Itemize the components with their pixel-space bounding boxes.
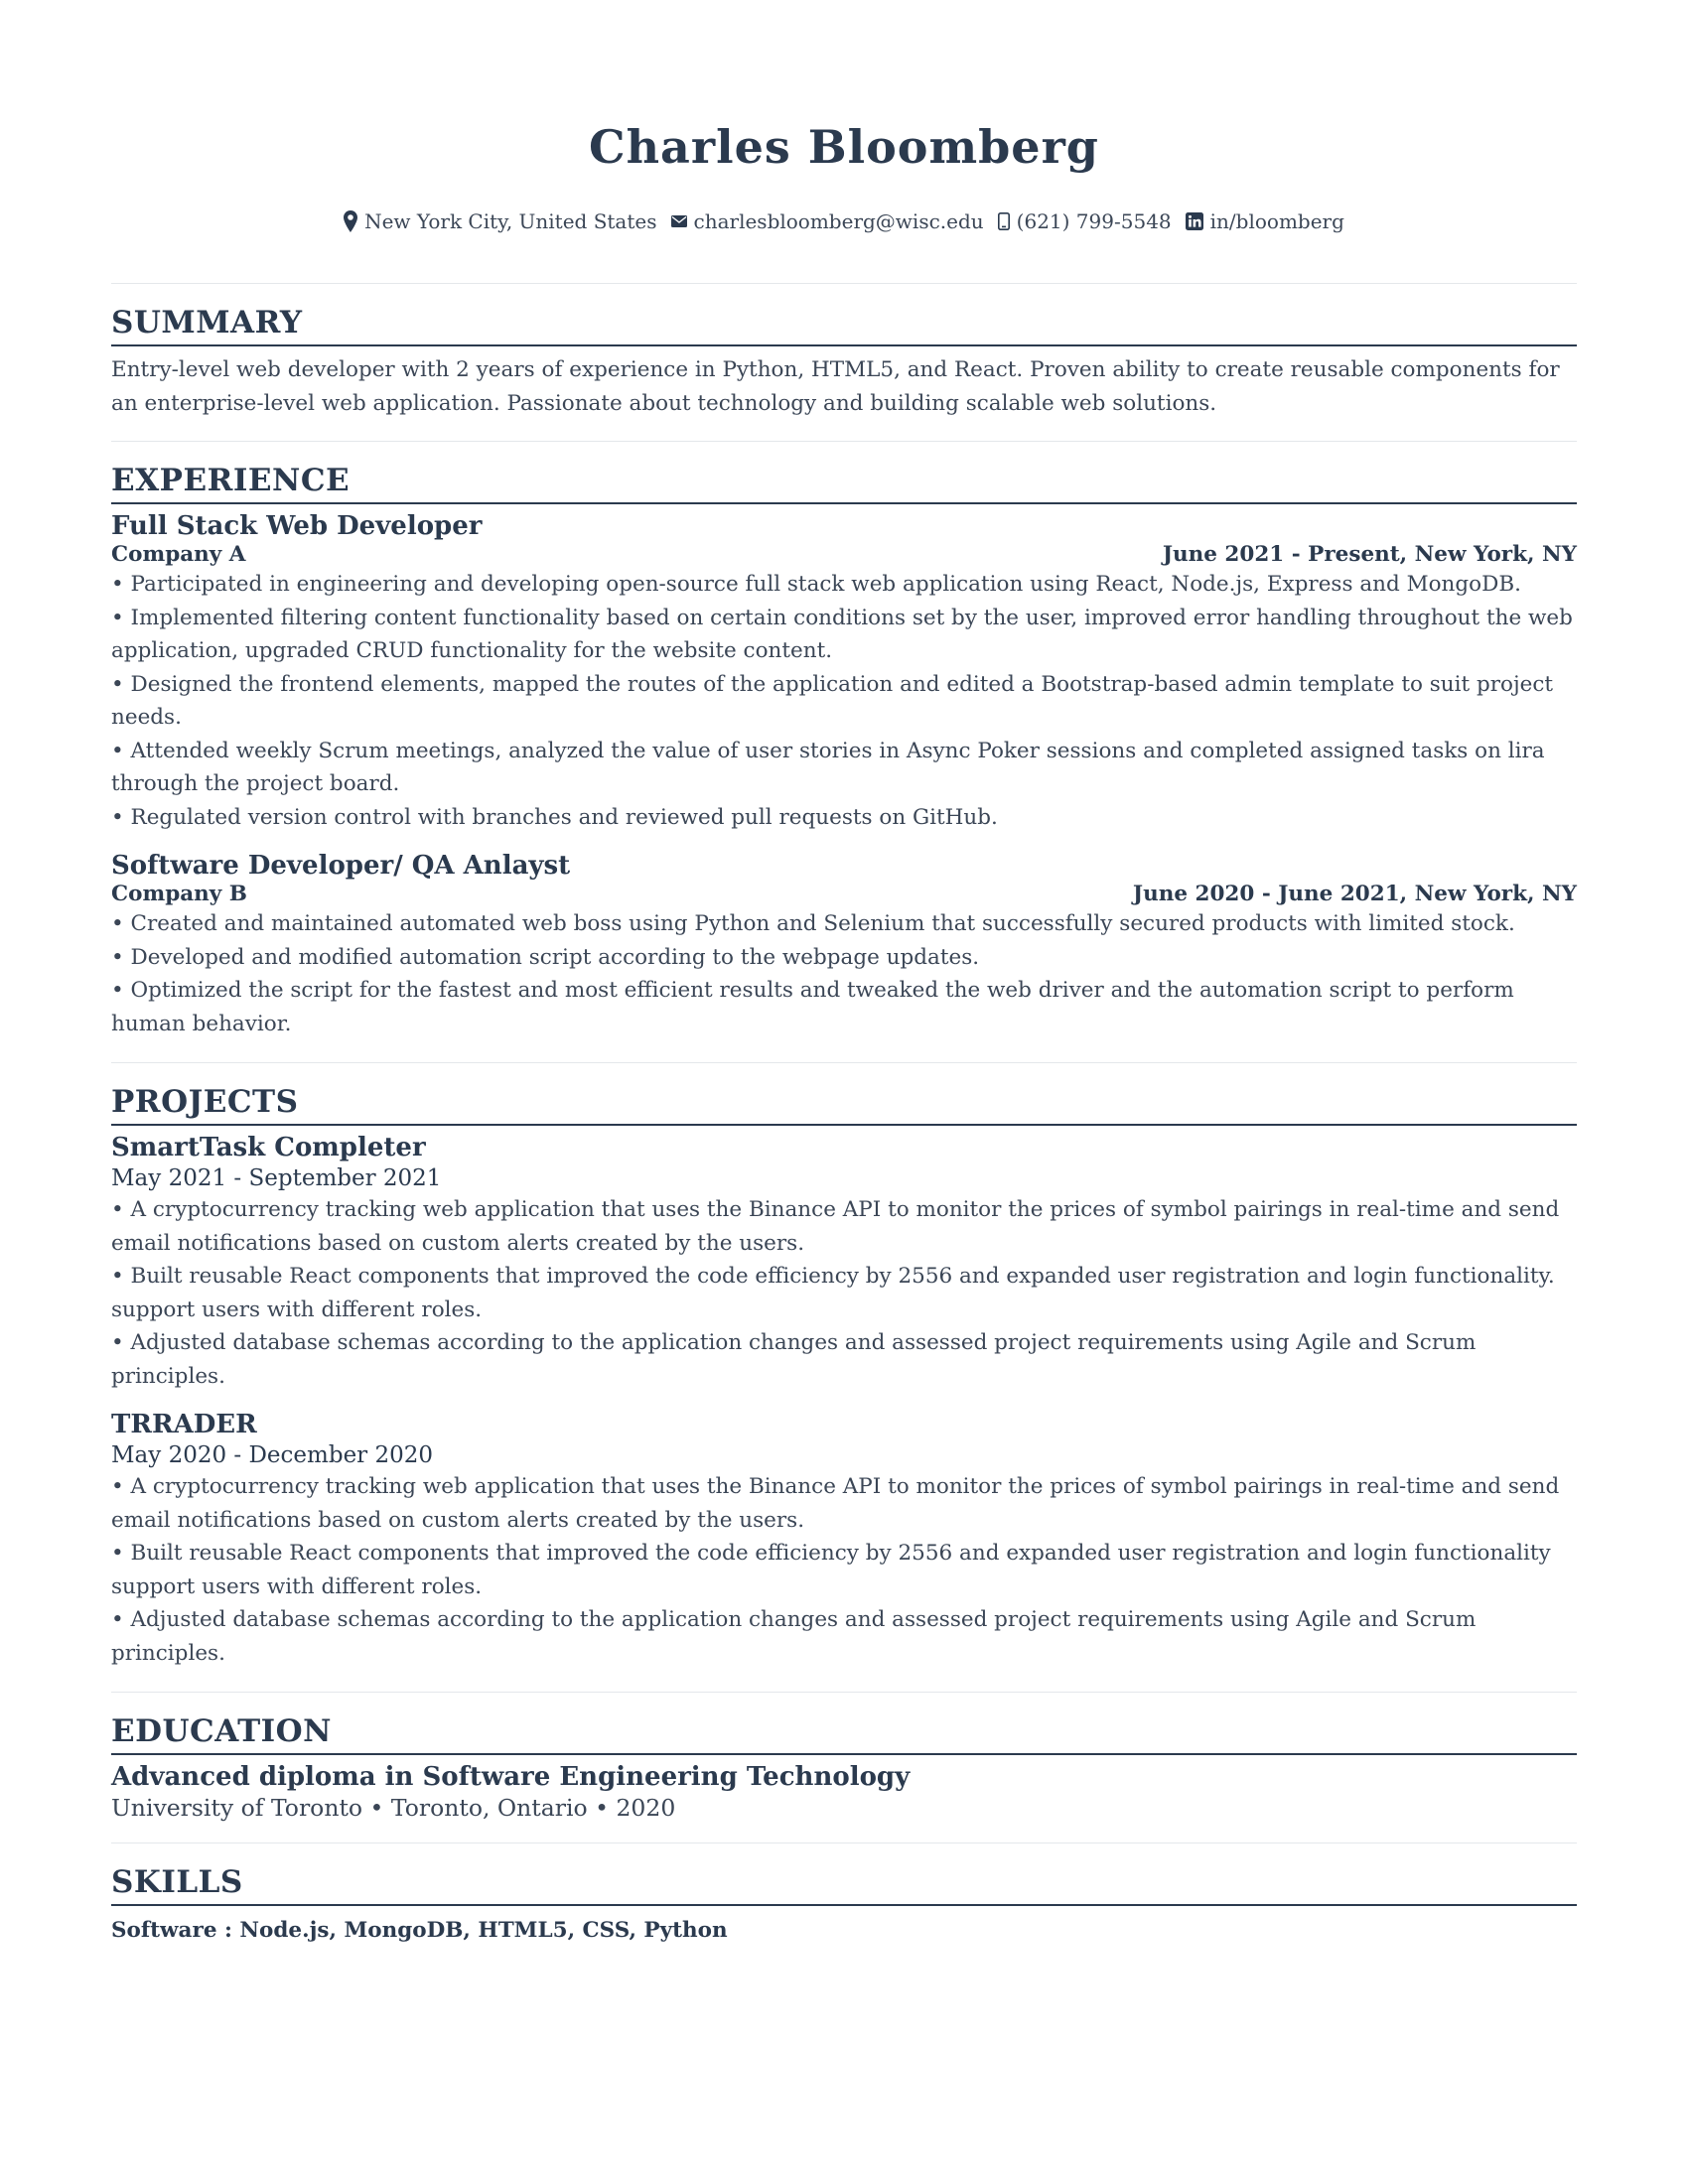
envelope-icon [671, 215, 687, 227]
project-name: TRRADER [111, 1410, 257, 1439]
summary-text: Entry-level web developer with 2 years of experience in Python, HTML5, and React. Proven ability to create reusable components for an enterprise-level web application. Passionate about technology and building scalable web solutions. [111, 357, 1560, 416]
project-entry [111, 1409, 1577, 1670]
company-name: Company B [111, 882, 247, 906]
project-dates: May 2020 - December 2020 [111, 1442, 434, 1468]
bullet-item: • Attended weekly Scrum meetings, analyzed the value of user stories in Async Poker sessions and completed assigned tasks on lira through the project board. [111, 738, 1545, 796]
linkedin-text[interactable]: in/bloomberg [1209, 209, 1344, 233]
project-bullets [111, 1470, 1577, 1670]
bullet-item: • A cryptocurrency tracking web application that uses the Binance API to monitor the prices of symbol pairings in real-time and send email notifications based on custom alerts created by the users. [111, 1197, 1560, 1256]
job-dates-location: June 2020 - June 2021, New York, NY [1132, 882, 1577, 906]
candidate-name: Charles Bloomberg [589, 120, 1099, 174]
experience-entry [111, 510, 1577, 834]
job-subheader [111, 542, 1577, 568]
bullet-item: • Adjusted database schemas according to the application changes and assessed project requirements using Agile and Scrum principles. [111, 1330, 1477, 1389]
skills-line: Software : Node.js, MongoDB, HTML5, CSS, Python [111, 1918, 728, 1943]
degree-title: Advanced diploma in Software Engineering Technology [111, 1762, 911, 1792]
experience-entry [111, 850, 1577, 1040]
skills-section [111, 1862, 1577, 1946]
location-text: New York City, United States [364, 209, 657, 233]
experience-rule [111, 502, 1577, 504]
bullet-item: • Developed and modified automation script according to the webpage updates. [111, 944, 980, 970]
phone-icon [998, 212, 1010, 230]
project-entry [111, 1132, 1577, 1393]
header-divider [111, 283, 1577, 284]
bullet-item: • Created and maintained automated web boss using Python and Selenium that successfully secured products with limited stock. [111, 911, 1515, 936]
bullet-item: • A cryptocurrency tracking web application that uses the Binance API to monitor the prices of symbol pairings in real-time and send email notifications based on custom alerts created by the users. [111, 1474, 1560, 1533]
phone-text[interactable]: (621) 799-5548 [1016, 209, 1172, 233]
bullet-item: • Designed the frontend elements, mapped the routes of the application and edited a Bootstrap-based admin template to suit project needs. [111, 671, 1554, 730]
project-bullets [111, 1193, 1577, 1393]
contact-location [344, 209, 656, 233]
education-details: University of Toronto • Toronto, Ontario • 2020 [111, 1794, 676, 1822]
section-title-education: EDUCATION [111, 1713, 332, 1749]
contact-email[interactable] [671, 209, 984, 233]
linkedin-icon [1186, 212, 1203, 230]
experience-divider [111, 1062, 1577, 1063]
location-pin-icon [344, 210, 357, 232]
summary-divider [111, 441, 1577, 442]
job-dates-location: June 2021 - Present, New York, NY [1162, 542, 1577, 567]
bullet-item: • Optimized the script for the fastest and most efficient results and tweaked the web driver and the automation script to perform human behavior. [111, 978, 1514, 1036]
contact-phone[interactable] [998, 209, 1172, 233]
job-title: Software Developer/ QA Anlayst [111, 851, 571, 881]
section-title-projects: PROJECTS [111, 1084, 299, 1120]
contact-row [111, 206, 1577, 236]
section-title-skills: SKILLS [111, 1864, 243, 1900]
bullet-item: • Regulated version control with branches and reviewed pull requests on GitHub. [111, 804, 998, 830]
job-subheader [111, 882, 1577, 907]
projects-rule [111, 1124, 1577, 1126]
email-text[interactable]: charlesbloomberg@wisc.edu [693, 209, 984, 233]
bullet-item: • Adjusted database schemas according to the application changes and assessed project requirements using Agile and Scrum principles. [111, 1607, 1477, 1666]
projects-divider [111, 1692, 1577, 1693]
education-rule [111, 1753, 1577, 1755]
section-title-experience: EXPERIENCE [111, 463, 351, 498]
projects-section [111, 1082, 1577, 1670]
bullet-item: • Participated in engineering and developing open-source full stack web application using React, Node.js, Express and MongoDB. [111, 572, 1521, 597]
company-name: Company A [111, 542, 246, 567]
job-title: Full Stack Web Developer [111, 511, 483, 541]
contact-linkedin[interactable] [1186, 209, 1344, 233]
section-title-summary: SUMMARY [111, 305, 303, 341]
job-bullets [111, 907, 1577, 1040]
project-dates: May 2021 - September 2021 [111, 1165, 442, 1191]
experience-section [111, 461, 1577, 1040]
education-section [111, 1711, 1577, 1823]
bullet-item: • Implemented filtering content functionality based on certain conditions set by the user, improved error handling throughout the web application, upgraded CRUD functionality for the website content. [111, 605, 1573, 663]
skills-rule [111, 1904, 1577, 1906]
bullet-item: • Built reusable React components that improved the code efficiency by 2556 and expanded user registration and login functionality. support users with different roles. [111, 1264, 1555, 1322]
project-name: SmartTask Completer [111, 1133, 426, 1162]
job-bullets [111, 568, 1577, 834]
summary-section [111, 303, 1577, 420]
summary-rule [111, 344, 1577, 346]
bullet-item: • Built reusable React components that improved the code efficiency by 2556 and expanded user registration and login functionality support users with different roles. [111, 1541, 1551, 1599]
